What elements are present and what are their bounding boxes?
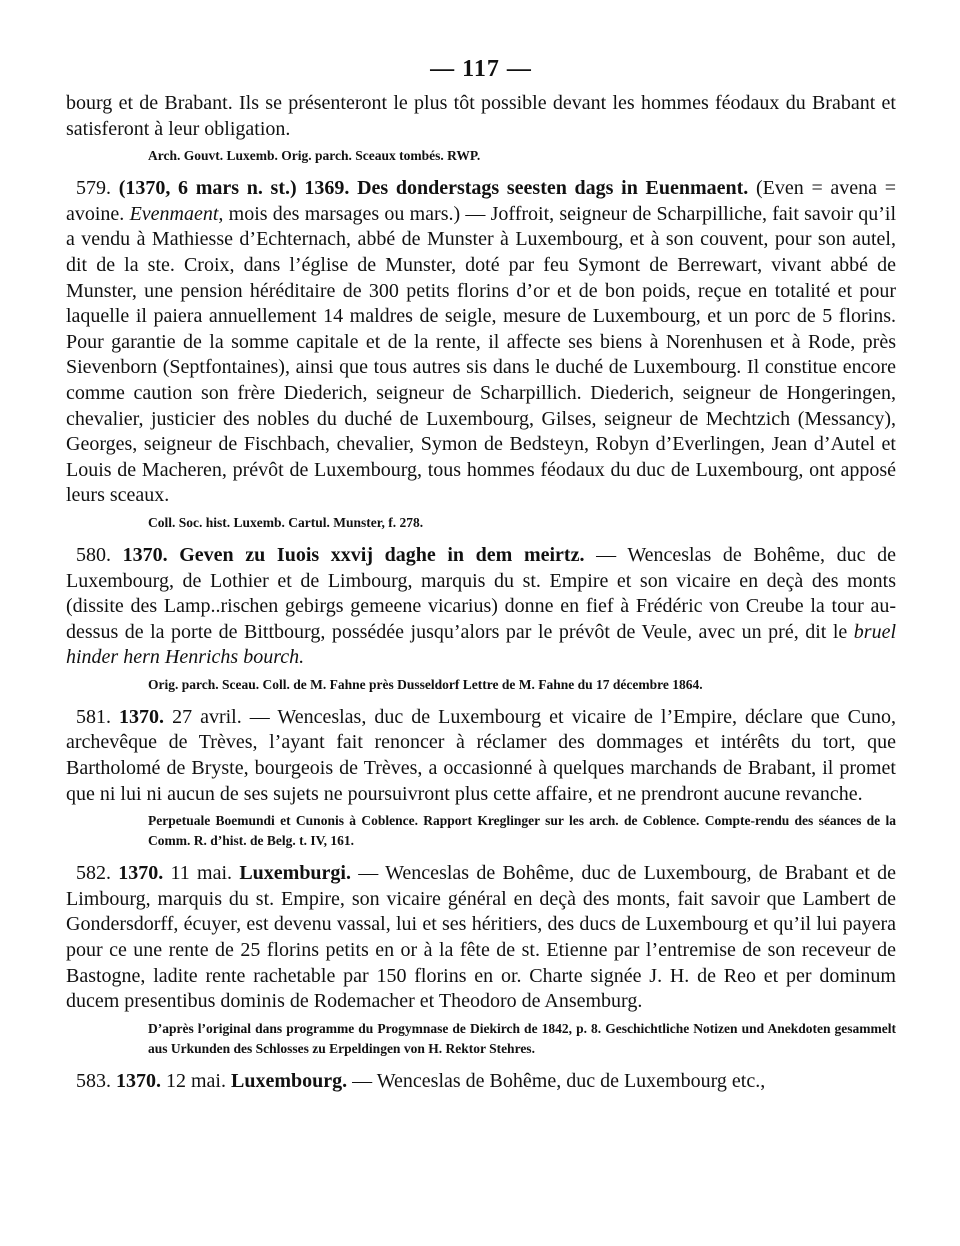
entry-date: 1370.	[122, 543, 168, 566]
entry-source: D’après l’original dans programme du Progymnase de Diekirch de 1842, p. 8. Geschichtliche Notizen und Anekdoten gesammelt aus Urkunden des Schlosses zu Erpeldingen von H. Rektor Stehres.	[148, 1020, 896, 1056]
entry-date: 1370.	[118, 862, 164, 885]
entry-italic: Evenmaent,	[129, 202, 224, 225]
document-page	[66, 56, 896, 1094]
intro-entry	[66, 91, 896, 166]
entry-title: Luxemburgi.	[239, 862, 351, 885]
entry-date: 1370.	[116, 1069, 161, 1092]
entry-source: Orig. parch. Sceau. Coll. de M. Fahne près Dusseldorf Lettre de M. Fahne du 17 décembre 1864.	[148, 676, 703, 692]
entry-italic: bruel hinder hern Henrichs bourch.	[66, 620, 897, 669]
entry-title: Geven zu Iuois xxvij daghe in dem meirtz.	[179, 543, 585, 566]
entry-number: 583.	[76, 1069, 111, 1092]
entry-date-extra: 11 mai.	[170, 862, 233, 885]
entry-579	[66, 176, 896, 533]
entry-title: Des donderstags seesten dags in Euenmaent.	[357, 177, 749, 200]
entry-source: Arch. Gouvt. Luxemb. Orig. parch. Sceaux tombés. RWP.	[148, 148, 481, 164]
entry-text: bourg et de Brabant. Ils se présenteront le plus tôt possible devant les hommes féodaux du Brabant et satisferont à leur obligation.	[66, 92, 896, 140]
entry-source: Coll. Soc. hist. Luxemb. Cartul. Munster, f. 278.	[148, 514, 424, 530]
entry-text: — Wenceslas de Bohême, duc de Luxembourg etc.,	[352, 1069, 766, 1092]
entry-text: — Wenceslas de Bohême, duc de Luxembourg, de Lothier et de Limbourg, marquis du st. Empire et son vicaire en deçà des monts (dissite des Lamp..rischen gebirgs gemeene vicarius) donne en fief à Frédéric von Creube la tour au-dessus de la porte de Bittbourg, possédée jusqu’alors par le prévôt de Veule, avec un pré, dit le	[66, 543, 897, 643]
entry-source: Perpetuale Boemundi et Cunonis à Coblence. Rapport Kreglinger sur les arch. de Coblence. Compte-rendu des séances de la Comm. R. d’hist. de Belg. t. IV, 161.	[148, 813, 896, 849]
entry-text: mois des marsages ou mars.) — Joffroit, seigneur de Scharpilliche, fait savoir qu’il a vendu à Mathiesse d’Echternach, abbé de Munster à Luxembourg, et à son couvent, pour son autel, dit de la ste. Croix, dans l’église de Munster, doté par feu Symont de Berrewart, vivant abbé de Munster, une pension héréditaire de 300 petits florins d’or et de bon poids, reçue en totalité et pour laquelle il paiera annuellement 14 maldres de seigle, mesure de Luxembourg, et un porc de 5 florins. Pour garantie de la somme capitale et de la rente, il affecte ses biens à Norenhusen et à Rode, près Sievenborn (Septfontaines), ainsi que tous autres sis dans le duché de Luxembourg. Il constitue encore comme caution son frère Diederich, seigneur de Scharpillich. Diederich, seigneur de Hongeringen, chevalier, justicier des nobles du duché de Luxembourg, Gilses, seigneur de Mechtzich (Messancy), Georges, seigneur de Fischbach, chevalier, Symon de Bedsteyn, Robyn d’Everlingen, Jean d’Autel et Louis de Macheren, prévôt de Luxembourg, tous hommes féodaux du duc de Luxembourg, ont apposé leurs sceaux.	[66, 202, 897, 507]
entry-text: — Wenceslas de Bohême, duc de Luxembourg, de Brabant et de Limbourg, marquis du st. Empire, son vicaire général en deçà des monts, fait savoir que Lambert de Gondersdorff, écuyer, est devenu vassal, lui et ses héritiers, des ducs de Luxembourg et qu’il lui payera pour ce une rente de 25 florins petits en or à la fête de st. Etienne par l’entremise de son receveur de Bastogne, ladite rente rachetable par 150 florins en or. Charte signée J. H. de Reo et per dominum ducem presentibus dominis de Rodemacher et Theodoro de Ansemburg.	[66, 862, 897, 1013]
entry-580	[66, 543, 896, 695]
entry-581	[66, 705, 896, 851]
entry-583	[66, 1069, 896, 1095]
entry-text-prefix: (Even = avena = avoine.	[66, 177, 897, 225]
entry-582	[66, 861, 896, 1059]
entry-text: 27 avril. — Wenceslas, duc de Luxembourg et vicaire de l’Empire, déclare que Cuno, archevêque de Trèves, l’ayant fait renoncer à réclamer des dommages et intérêts du tort, que Bartholomé de Bryste, bourgeois de Trèves, a occasionné à quelques marchands de Brabant, il promet que ni lui ni aucun de ses sujets ne poursuivront plus cette affaire, et ne prendront aucune revanche.	[66, 705, 897, 805]
entry-date-extra: 12 mai.	[166, 1069, 226, 1092]
entry-number: 580.	[76, 543, 111, 566]
entry-number: 579.	[76, 177, 111, 200]
entry-date: 1370.	[119, 705, 165, 728]
entry-date: (1370, 6 mars n. st.) 1369.	[118, 177, 350, 200]
page-number: — 117 —	[430, 56, 532, 82]
entry-number: 582.	[76, 862, 111, 885]
entry-title: Luxembourg.	[231, 1069, 348, 1092]
entry-number: 581.	[76, 705, 111, 728]
